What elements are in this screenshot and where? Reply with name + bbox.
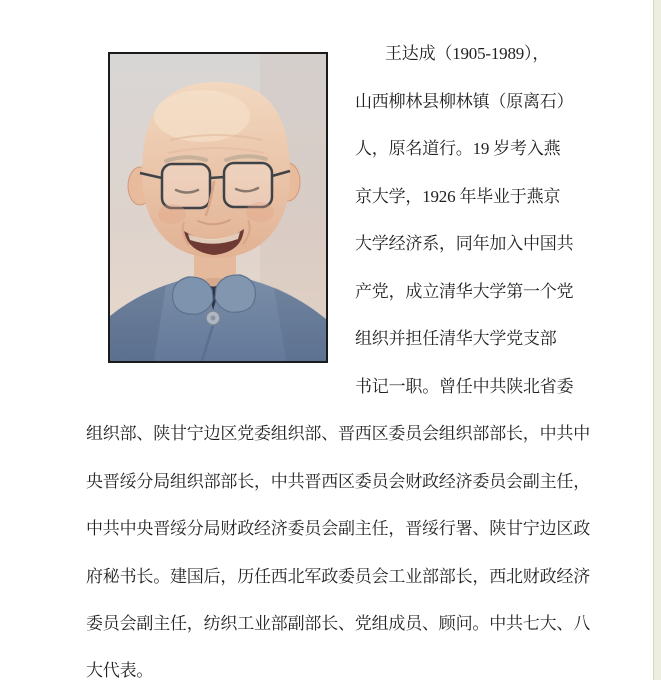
bio-line-right-1: 王达成（1905-1989）， xyxy=(385,44,550,63)
bio-line-right-2: 山西柳林县柳林镇（原离石） xyxy=(355,92,574,111)
bio-line-right-4: 京大学，1926 年毕业于燕京 xyxy=(355,187,561,206)
bio-line-full-2: 央晋绥分局组织部部长，中共晋西区委员会财政经济委员会副主任， xyxy=(86,472,590,491)
bio-line-right-6: 产党，成立清华大学第一个党 xyxy=(355,282,574,301)
bio-line-full-6: 大代表。 xyxy=(86,661,154,680)
bio-line-right-8: 书记一职。曾任中共陕北省委 xyxy=(355,377,574,396)
bio-line-right-3: 人，原名道行。19 岁考入燕 xyxy=(355,139,561,158)
bio-line-right-5: 大学经济系，同年加入中国共 xyxy=(355,234,574,253)
bio-line-full-1: 组织部、陕甘宁边区党委组织部、晋西区委员会组织部部长，中共中 xyxy=(86,424,590,443)
page-edge-strip xyxy=(653,0,661,680)
bio-line-full-4: 府秘书长。建国后，历任西北军政委员会工业部部长，西北财政经济 xyxy=(86,567,590,586)
portrait-illustration xyxy=(110,54,326,361)
bio-line-right-7: 组织并担任清华大学党支部 xyxy=(355,329,557,348)
bio-line-full-5: 委员会副主任，纺织工业部副部长、党组成员、顾问。中共七大、八 xyxy=(86,614,590,633)
portrait-photo[interactable] xyxy=(108,52,328,363)
bio-line-full-3: 中共中央晋绥分局财政经济委员会副主任，晋绥行署、陕甘宁边区政 xyxy=(86,519,590,538)
